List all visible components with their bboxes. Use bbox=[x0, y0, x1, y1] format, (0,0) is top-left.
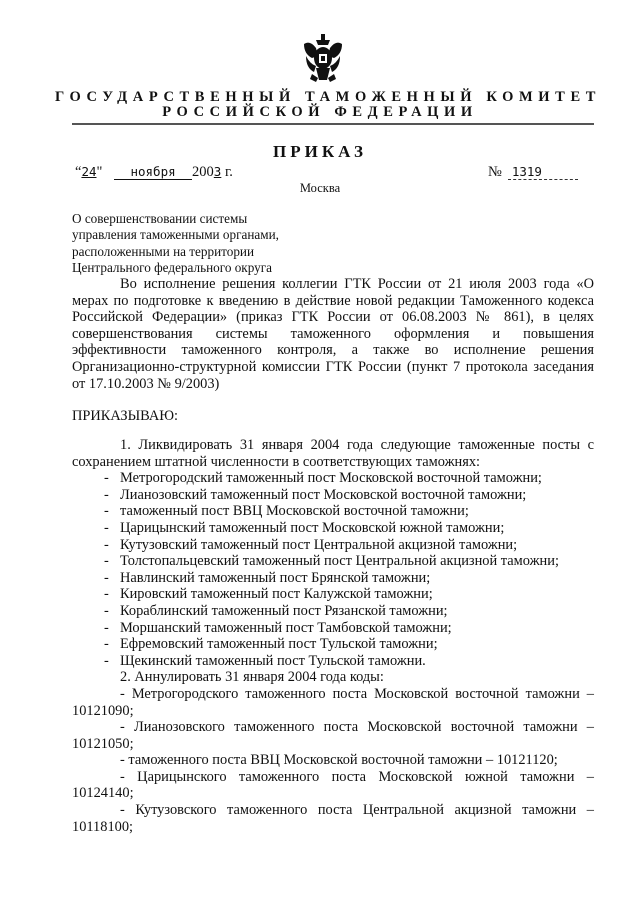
date-year-digit: 3 bbox=[213, 164, 222, 179]
code-item: - Кутузовского таможенного поста Центральной акцизной таможни – 10118100; bbox=[72, 802, 594, 835]
list-item: - Кировский таможенный пост Калужской таможни; bbox=[104, 586, 433, 603]
date-year-suffix: г. bbox=[221, 164, 233, 180]
date-month: ноября bbox=[114, 165, 192, 180]
code-item: - Царицынского таможенного поста Московской южной таможни – 10124140; bbox=[72, 768, 594, 802]
preamble bbox=[72, 276, 594, 392]
code-item: - Лианозовского таможенного поста Московской восточной таможни – 10121050; bbox=[72, 719, 594, 752]
list-item: - Кутузовский таможенный пост Центральной акцизной таможни; bbox=[104, 536, 518, 553]
list-item: - таможенный пост ВВЦ Московской восточной таможни; bbox=[104, 503, 469, 520]
list-item: - Ефремовский таможенный пост Тульской таможни; bbox=[104, 636, 438, 653]
date-day: 24 bbox=[81, 164, 97, 179]
order-subject bbox=[72, 211, 279, 276]
list-item: - Толстопальцевский таможенный пост Центральной акцизной таможни; bbox=[104, 553, 559, 570]
code-item: - таможенного поста ВВЦ Московской восточной таможни – 10121120; bbox=[120, 752, 558, 769]
subject-line: управления таможенными органами, bbox=[72, 227, 279, 243]
number-value: 1319 bbox=[508, 165, 578, 180]
list-item: - Щекинский таможенный пост Тульской таможни. bbox=[104, 652, 426, 669]
item-2-text: 2. Аннулировать 31 января 2004 года коды: bbox=[120, 669, 384, 686]
code-item: - Метрогородского таможенного поста Московской восточной таможни – 10121090; bbox=[72, 685, 594, 719]
list-item: - Навлинский таможенный пост Брянской таможни; bbox=[104, 569, 431, 586]
subject-line: О совершенствовании системы bbox=[72, 211, 248, 226]
number-sign: № bbox=[488, 164, 502, 180]
preamble-text: Во исполнение решения коллегии ГТК России от 21 июля 2003 года «О мерах по подготовке к введению в действие новой редакции Таможенного кодекса Российской Федерации» (приказ ГТК России от 06.08.2003 № 861), в целях совершенствования системы таможенного оформления и повышения эффективности таможенного контроля, а также во исполнение решения Организационно-структурной комиссии ГТК России (пункт 7 протокола заседания от 17.10.2003 № 9/2003) bbox=[72, 276, 594, 392]
order-number bbox=[488, 164, 578, 181]
list-item: - Метрогородский таможенный пост Московской восточной таможни; bbox=[104, 470, 542, 487]
organization-name-line2: РОССИЙСКОЙ ФЕДЕРАЦИИ bbox=[162, 104, 478, 120]
date-open-quote: “ bbox=[75, 164, 82, 180]
date-year-prefix: 200 bbox=[192, 164, 214, 180]
item-1-text: 1. Ликвидировать 31 января 2004 года следующие таможенные посты с сохранением штатной численности в соответствующих таможнях: bbox=[72, 437, 594, 470]
order-items bbox=[72, 437, 594, 835]
list-item: - Кораблинский таможенный пост Рязанской таможни; bbox=[104, 602, 448, 619]
date-close-quote: " bbox=[96, 164, 103, 180]
list-item: - Моршанский таможенный пост Тамбовской таможни; bbox=[104, 619, 452, 636]
organization-name-line1: ГОСУДАРСТВЕННЫЙ ТАМОЖЕННЫЙ КОМИТЕТ bbox=[55, 89, 601, 105]
list-item: - Царицынский таможенный пост Московской южной таможни; bbox=[104, 519, 505, 536]
city: Москва bbox=[299, 181, 341, 195]
coat-of-arms-emblem bbox=[302, 34, 344, 84]
document-title: ПРИКАЗ bbox=[273, 142, 367, 161]
subject-line: Центрального федерального округа bbox=[72, 259, 272, 275]
list-item: - Лианозовский таможенный пост Московской восточной таможни; bbox=[104, 486, 527, 503]
order-word: ПРИКАЗЫВАЮ: bbox=[72, 408, 179, 424]
header-divider bbox=[72, 123, 594, 125]
subject-line: расположенными на территории bbox=[72, 243, 255, 259]
order-date bbox=[75, 164, 233, 181]
